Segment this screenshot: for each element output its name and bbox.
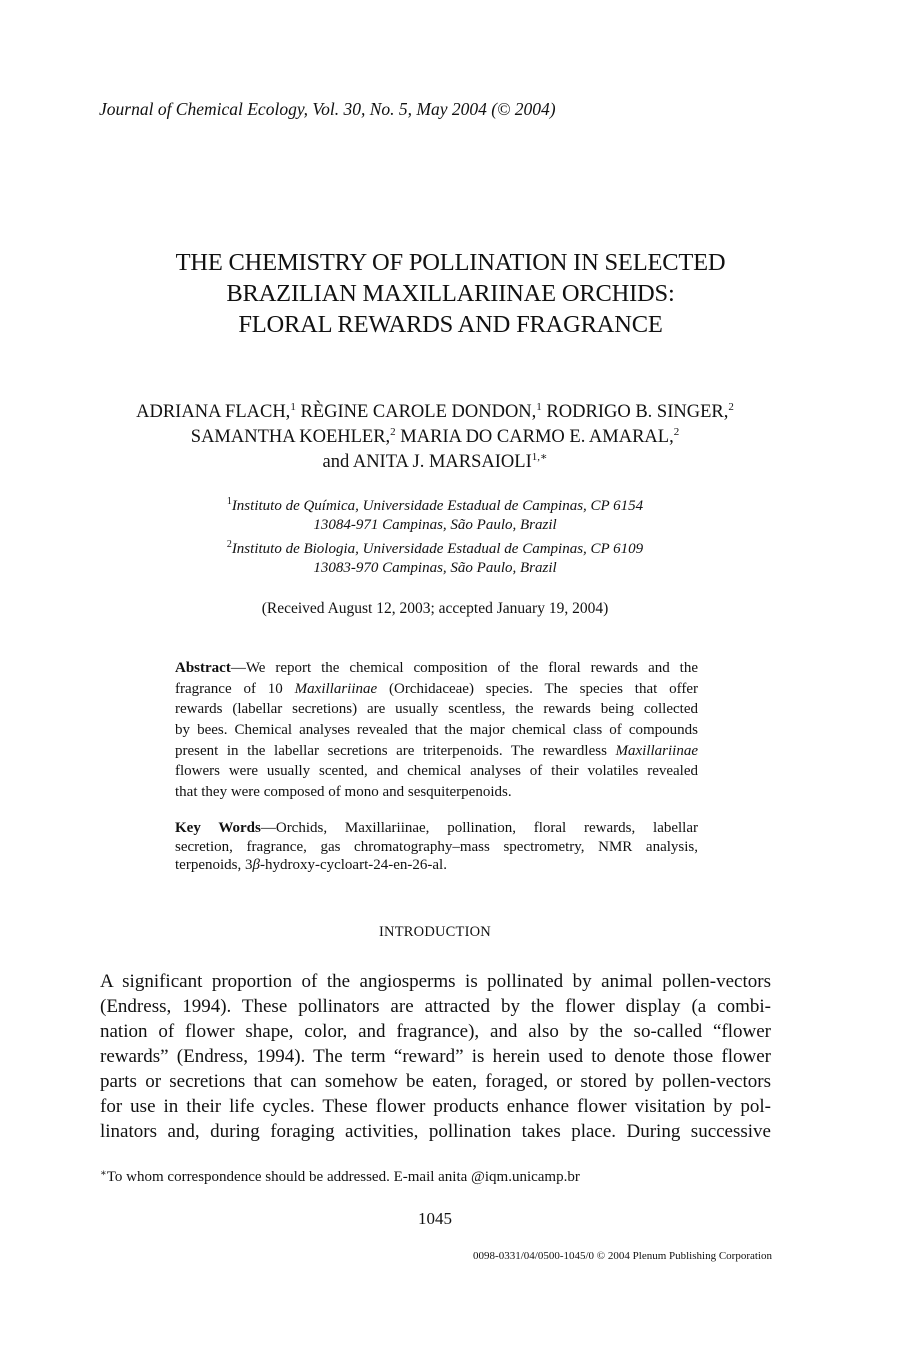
keywords-line: secretion, fragrance, gas chromatography–mass spectrometry, NMR analysis,	[175, 838, 698, 855]
body-line: rewards” (Endress, 1994). The term “reward” is herein used to denote those flower	[100, 1046, 771, 1067]
received-dates: (Received August 12, 2003; accepted January 19, 2004)	[261, 600, 609, 617]
abstract-line: Abstract—We report the chemical composition of the floral rewards and the	[175, 660, 698, 676]
keywords-label: Key Words	[175, 820, 261, 836]
author-affiliation-mark: 2	[728, 401, 734, 413]
abstract-line: that they were composed of mono and sesquiterpenoids.	[175, 784, 512, 801]
keywords-line: Key Words—Orchids, Maxillariinae, pollination, floral rewards, labellar	[175, 820, 698, 836]
author-line	[0, 425, 870, 450]
author-name: MARIA DO CARMO E. AMARAL,	[395, 427, 674, 447]
paper-title	[0, 247, 901, 340]
author-name: RODRIGO B. SINGER,	[541, 402, 729, 422]
abstract-line: rewards (labellar secretions) are usually scentless, the rewards being collected	[175, 701, 698, 718]
section-heading: INTRODUCTION	[379, 924, 491, 940]
title-line: FLORAL REWARDS AND FRAGRANCE	[238, 311, 663, 338]
body-line: (Endress, 1994). These pollinators are attracted by the flower display (a combi-	[100, 996, 771, 1017]
author-affiliation-mark: 1	[290, 401, 296, 413]
author-affiliation-mark: 1,∗	[531, 451, 548, 463]
affiliation	[0, 540, 870, 578]
abstract	[175, 658, 698, 803]
body-line: parts or secretions that can somehow be eaten, foraged, or stored by pollen-vectors	[100, 1071, 771, 1092]
journal-citation: Journal of Chemical Ecology, Vol. 30, No. 5, May 2004 (© 2004)	[99, 99, 556, 119]
abstract-line: by bees. Chemical analyses revealed that the major chemical class of compounds	[175, 722, 698, 739]
author-line	[0, 450, 870, 475]
affiliation-mark: 1	[226, 496, 232, 507]
author-list	[0, 400, 870, 475]
footnote-text: To whom correspondence should be addressed. E-mail anita @iqm.unicamp.br	[106, 1169, 580, 1185]
page-number: 1045	[418, 1209, 452, 1228]
body-line: nation of flower shape, color, and fragrance), and also by the so-called “flower	[100, 1021, 771, 1042]
abstract-label: Abstract	[175, 660, 231, 676]
keywords	[175, 819, 698, 875]
affiliation-line: 13084-971 Campinas, São Paulo, Brazil	[313, 517, 557, 533]
affiliation	[0, 497, 870, 535]
affiliation-line: Instituto de Biologia, Universidade Estadual de Campinas, CP 6109	[231, 541, 644, 557]
affiliation-mark: 2	[226, 539, 232, 550]
title-line: THE CHEMISTRY OF POLLINATION IN SELECTED	[175, 249, 726, 276]
author-affiliation-mark: 2	[390, 426, 396, 438]
abstract-line: flowers were usually scented, and chemical analyses of their volatiles revealed	[175, 763, 698, 780]
body-line: for use in their life cycles. These flower products enhance flower visitation by pol-	[100, 1096, 771, 1117]
body-line: A significant proportion of the angiosperms is pollinated by animal pollen-vectors	[100, 971, 771, 992]
author-line	[0, 400, 870, 425]
body-line: linators and, during foraging activities, pollination takes place. During successive	[100, 1121, 771, 1142]
body-paragraph	[100, 969, 771, 1144]
affiliation-line: Instituto de Química, Universidade Estadual de Campinas, CP 6154	[231, 498, 644, 514]
affiliation-line: 13083-970 Campinas, São Paulo, Brazil	[313, 560, 557, 576]
author-name: RÈGINE CAROLE DONDON,	[295, 402, 537, 422]
abstract-line: present in the labellar secretions are triterpenoids. The rewardless Maxillariinae	[175, 742, 698, 759]
author-name: and ANITA J. MARSAIOLI	[322, 452, 532, 472]
author-affiliation-mark: 2	[673, 426, 680, 438]
footnote	[100, 1169, 580, 1186]
keywords-line: terpenoids, 3β-hydroxy-cycloart-24-en-26-al.	[175, 857, 447, 873]
footnote-mark: ∗	[100, 1168, 107, 1179]
copyright-line: 0098-0331/04/0500-1045/0 © 2004 Plenum Publishing Corporation	[473, 1250, 772, 1262]
author-name: SAMANTHA KOEHLER,	[190, 427, 391, 447]
author-name: ADRIANA FLACH,	[136, 402, 291, 422]
abstract-line: fragrance of 10 Maxillariinae (Orchidaceae) species. The species that offer	[175, 680, 698, 697]
author-affiliation-mark: 1	[536, 401, 542, 413]
title-line: BRAZILIAN MAXILLARIINAE ORCHIDS:	[226, 280, 675, 307]
